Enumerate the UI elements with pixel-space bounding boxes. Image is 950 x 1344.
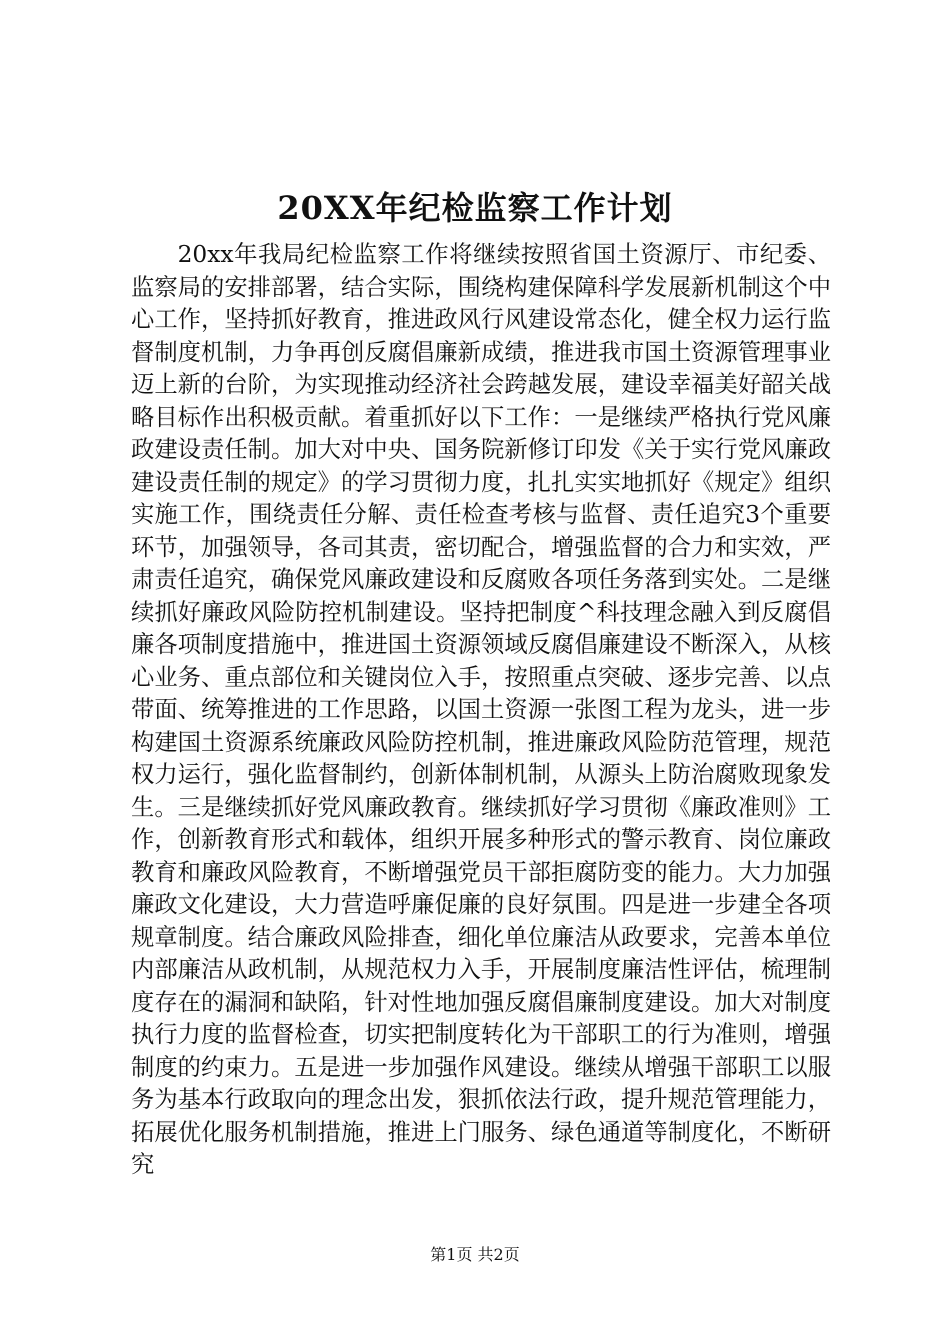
- page-footer: 第1页 共2页: [430, 1245, 520, 1264]
- document-title: 20XX年纪检监察工作计划: [277, 189, 673, 227]
- document-body-paragraph: 20xx年我局纪检监察工作将继续按照省国土资源厅、市纪委、监察局的安排部署，结合实际，围绕构建保障科学发展新机制这个中心工作，坚持抓好教育，推进政风行风建设常态化，健全权力运行监督制度机制，力争再创反腐倡廉新成绩，推进我市国土资源管理事业迈上新的台阶，为实现推动经济社会跨越发展，建设幸福美好韶关战略目标作出积极贡献。着重抓好以下工作：一是继续严格执行党风廉政建设责任制。加大对中央、国务院新修订印发《关于实行党风廉政建设责任制的规定》的学习贯彻力度，扎扎实实地抓好《规定》组织实施工作，围绕责任分解、责任检查考核与监督、责任追究3个重要环节，加强领导，各司其责，密切配合，增强监督的合力和实效，严肃责任追究，确保党风廉政建设和反腐败各项任务落到实处。二是继续抓好廉政风险防控机制建设。坚持把制度^科技理念融入到反腐倡廉各项制度措施中，推进国土资源领域反腐倡廉建设不断深入，从核心业务、重点部位和关键岗位入手，按照重点突破、逐步完善、以点带面、统筹推进的工作思路，以国土资源一张图工程为龙头，进一步构建国土资源系统廉政风险防控机制，推进廉政风险防范管理，规范权力运行，强化监督制约，创新体制机制，从源头上防治腐败现象发生。三是继续抓好党风廉政教育。继续抓好学习贯彻《廉政准则》工作，创新教育形式和载体，组织开展多种形式的警示教育、岗位廉政教育和廉政风险教育，不断增强党员干部拒腐防变的能力。大力加强廉政文化建设，大力营造呼廉促廉的良好氛围。四是进一步建全各项规章制度。结合廉政风险排查，细化单位廉洁从政要求，完善本单位内部廉洁从政机制，从规范权力入手，开展制度廉洁性评估，梳理制度存在的漏洞和缺陷，针对性地加强反腐倡廉制度建设。加大对制度执行力度的监督检查，切实把制度转化为干部职工的行为准则，增强制度的约束力。五是进一步加强作风建设。继续从增强干部职工以服务为基本行政取向的理念出发，狠抓依法行政，提升规范管理能力，拓展优化服务机制措施，推进上门服务、绿色通道等制度化，不断研究: [131, 241, 831, 1178]
